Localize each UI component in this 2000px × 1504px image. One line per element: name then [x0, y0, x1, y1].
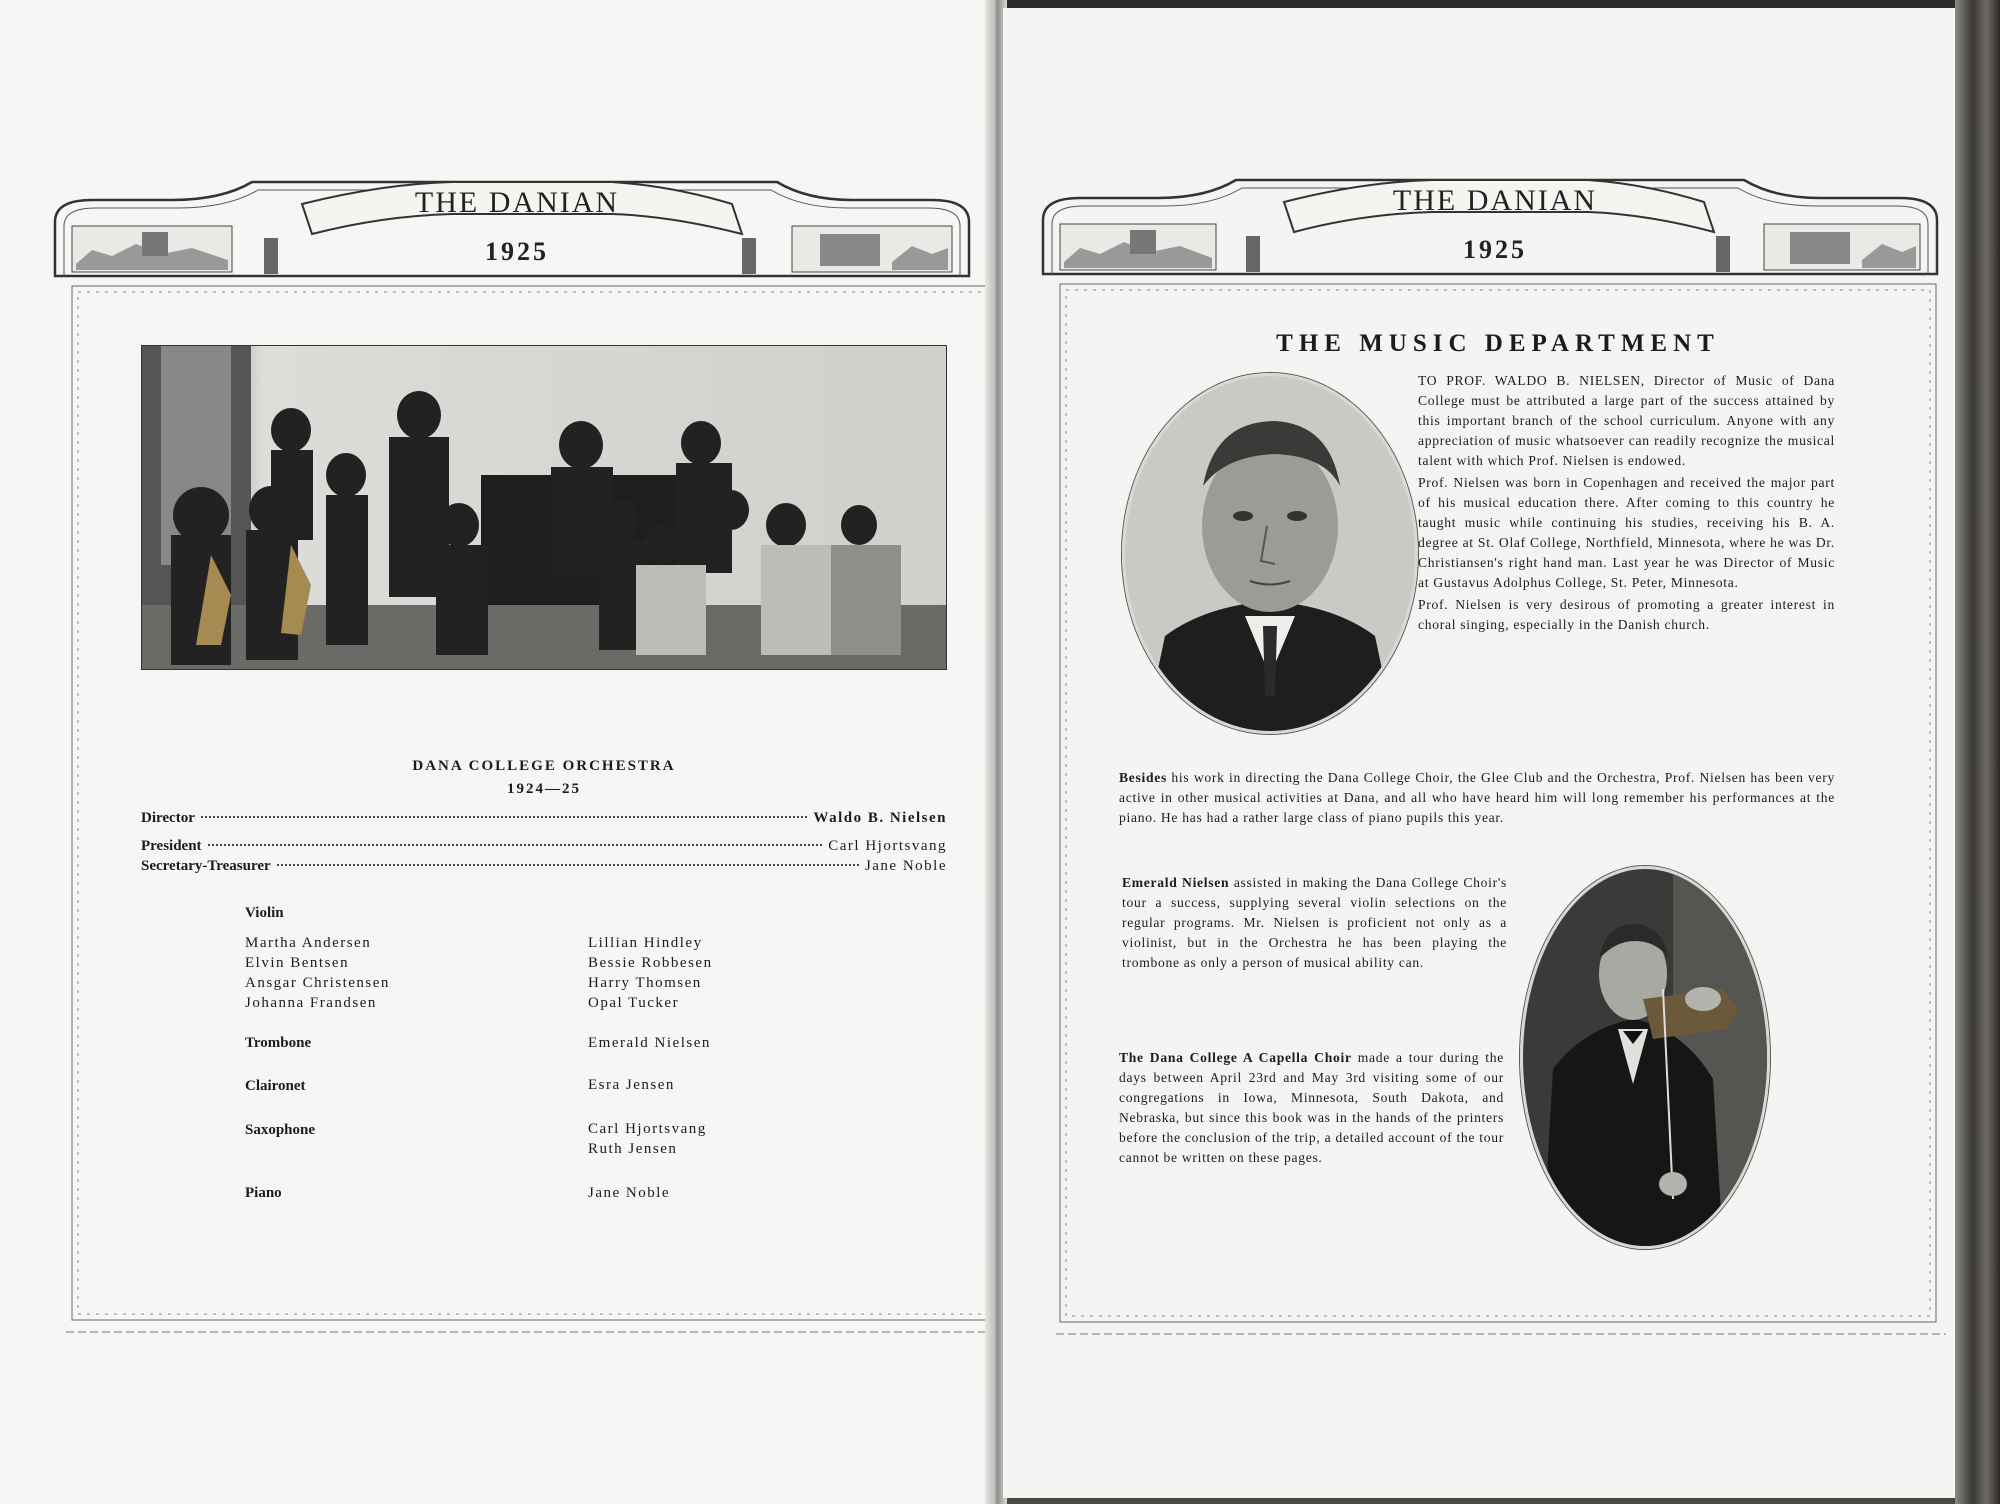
emerald-paragraph	[1122, 873, 1507, 973]
paragraph-lead: The Dana College A Capella Choir	[1119, 1050, 1352, 1065]
right-header-title: THE DANIAN	[1392, 184, 1598, 217]
violin-column-1	[245, 933, 390, 1013]
right-header-year: 1925	[1463, 235, 1527, 264]
dot-leader	[277, 864, 859, 866]
paragraph-body: his work in directing the Dana College Choir, the Glee Club and the Orchestra, Prof. Nielsen has been very active in other musical activities at Dana, and all who have heard him will long remember his performances at the piano. He has had a rather large class of piano pupils this year.	[1119, 770, 1835, 825]
roster-name: Emerald Nielsen	[588, 1035, 711, 1051]
piano-players	[588, 1183, 670, 1203]
clarinet-players	[588, 1075, 675, 1095]
nielsen-portrait	[1122, 373, 1418, 734]
saxophone-players	[588, 1119, 707, 1159]
roster-name: Bessie Robbesen	[588, 955, 713, 971]
dot-leader	[208, 844, 823, 846]
left-header-title: THE DANIAN	[414, 186, 620, 219]
officer-label: Director	[141, 810, 195, 826]
orchestra-caption	[141, 758, 947, 798]
intro-paragraph: Prof. Nielsen was born in Copenhagen and received the major part of his musical education there. After coming to this country he taught music while continuing his studies, receiving his B. A. degree at St. Olaf College, Northfield, Minnesota, where he was Dr. Christiansen's right hand man. Last year he was Director of Music at Gustavus Adolphus College, St. Peter, Minnesota.	[1418, 475, 1835, 590]
roster-name: Carl Hjortsvang	[588, 1121, 707, 1137]
orchestra-caption-title: DANA COLLEGE ORCHESTRA	[412, 758, 676, 774]
officer-row-secretary	[141, 858, 947, 875]
officer-label: Secretary-Treasurer	[141, 858, 271, 874]
violin-label: Violin	[245, 905, 284, 921]
saxophone-label: Saxophone	[245, 1122, 316, 1138]
roster-name: Johanna Frandsen	[245, 995, 377, 1011]
trombone-players	[588, 1033, 711, 1053]
book-cover-edge	[1955, 0, 2000, 1504]
besides-paragraph	[1119, 768, 1835, 828]
officer-row-president	[141, 838, 947, 855]
paragraph-body: assisted in making the Dana College Choir's tour a success, supplying several violin selections on the regular programs. Mr. Nielsen is proficient not only as a violinist, but in the Orchestra he has been playing the trombone as only a person of musical ability can.	[1122, 875, 1508, 970]
paragraph-lead: Emerald Nielsen	[1122, 875, 1230, 890]
roster-name: Harry Thomsen	[588, 975, 702, 991]
left-header-year: 1925	[485, 237, 549, 266]
violin-column-2	[588, 933, 713, 1013]
right-header-banner	[1040, 162, 1940, 280]
officer-name: Jane Noble	[864, 858, 947, 874]
roster-name: Jane Noble	[588, 1185, 671, 1201]
clarinet-label: Claironet	[245, 1078, 306, 1094]
emerald-nielsen-violin-portrait	[1520, 866, 1770, 1249]
dot-leader	[201, 816, 808, 818]
piano-label: Piano	[245, 1185, 282, 1201]
choir-paragraph	[1119, 1048, 1504, 1168]
roster-name: Ansgar Christensen	[245, 975, 390, 991]
music-department-title: THE MUSIC DEPARTMENT	[1276, 330, 1720, 357]
paragraph-body: made a tour during the days between April 23rd and May 3rd visiting some of our congregations in Iowa, Minnesota, South Dakota, and Nebraska, but since this book was in the hands of the printers before the conclusion of the trip, a detailed account of the tour cannot be written on these pages.	[1119, 1050, 1504, 1165]
roster-name: Lillian Hindley	[588, 935, 703, 951]
officer-name: Carl Hjortsvang	[828, 838, 947, 854]
orchestra-caption-years: 1924—25	[507, 781, 581, 797]
roster-name: Esra Jensen	[588, 1077, 675, 1093]
trombone-label: Trombone	[245, 1035, 312, 1051]
officer-label: President	[141, 838, 202, 854]
officer-name: Waldo B. Nielsen	[813, 810, 947, 826]
roster-name: Ruth Jensen	[588, 1141, 678, 1157]
officer-row-director	[141, 810, 947, 827]
left-header-banner	[52, 164, 972, 282]
paragraph-lead: Besides	[1119, 770, 1167, 785]
orchestra-group-photo	[141, 345, 947, 670]
intro-text	[1418, 371, 1835, 635]
roster-name: Elvin Bentsen	[245, 955, 350, 971]
roster-name: Opal Tucker	[588, 995, 680, 1011]
intro-paragraph: TO PROF. WALDO B. NIELSEN, Director of Music of Dana College must be attributed a large part of the success attained by this important branch of the school curriculum. Anyone with any appreciation of music whatsoever can readily recognize the musical talent with which Prof. Nielsen is endowed.	[1418, 373, 1835, 468]
roster-name: Martha Andersen	[245, 935, 372, 951]
left-page	[0, 0, 995, 1504]
right-page	[1003, 8, 1955, 1498]
intro-paragraph: Prof. Nielsen is very desirous of promoting a greater interest in choral singing, especially in the Danish church.	[1418, 597, 1835, 632]
